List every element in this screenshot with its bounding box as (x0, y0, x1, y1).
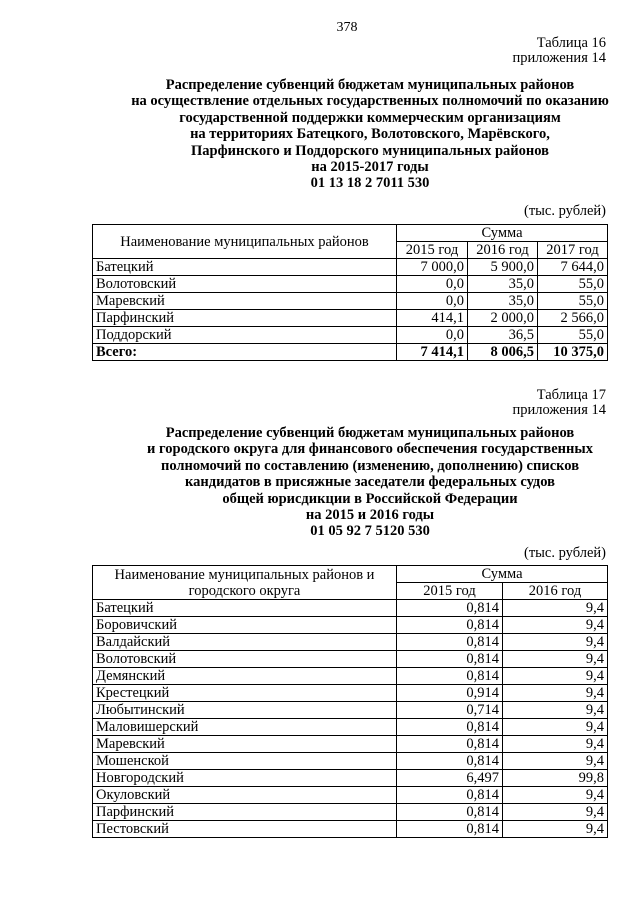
table-row (93, 736, 608, 753)
table17-label-line1: Таблица 17 (536, 387, 606, 403)
title-line: Распределение субвенций бюджетам муниципальных районов (165, 425, 575, 441)
header-year: 2017 год (538, 242, 608, 259)
title-line: на 2015 и 2016 годы (305, 507, 435, 524)
header-year: 2016 год (503, 583, 608, 600)
table17-title (80, 425, 640, 540)
row-value: 0,814 (397, 617, 503, 634)
table-row (93, 719, 608, 736)
total-value: 8 006,5 (468, 344, 538, 361)
header-year: 2016 год (468, 242, 538, 259)
row-value: 414,1 (397, 310, 468, 327)
table-row (93, 770, 608, 787)
row-value: 0,814 (397, 719, 503, 736)
title-line: полномочий по составлению (изменению, дополнению) списков (160, 457, 580, 474)
table17 (92, 565, 608, 838)
title-line: на осуществление отдельных государственных полномочий по оказанию (131, 93, 609, 110)
row-value: 9,4 (503, 600, 608, 617)
row-value: 9,4 (503, 634, 608, 651)
header-year: 2015 год (397, 583, 503, 600)
header-name-line1: Наименование муниципальных районов и (114, 566, 375, 583)
row-value: 0,814 (397, 634, 503, 651)
table17-label-line2: приложения 14 (512, 402, 606, 418)
row-name: Пестовский (93, 821, 397, 838)
row-value: 55,0 (538, 276, 608, 293)
row-name: Новгородский (93, 770, 397, 787)
title-line: государственной поддержки коммерческим организациям (179, 109, 561, 126)
title-line: Распределение субвенций бюджетам муниципальных районов (165, 77, 575, 93)
table-row (93, 702, 608, 719)
table-row (93, 685, 608, 702)
title-line: на 2015-2017 годы (311, 159, 429, 176)
row-name: Боровичский (93, 617, 397, 634)
header-name (93, 566, 397, 600)
table-row (93, 634, 608, 651)
table-row (93, 600, 608, 617)
row-name: Батецкий (93, 259, 397, 276)
row-value: 9,4 (503, 651, 608, 668)
table16-title (80, 77, 640, 192)
row-name: Окуловский (93, 787, 397, 804)
row-name: Мошенской (93, 753, 397, 770)
row-value: 0,814 (397, 787, 503, 804)
row-name: Крестецкий (93, 685, 397, 702)
total-value: 10 375,0 (538, 344, 608, 361)
row-value: 7 644,0 (538, 259, 608, 276)
row-value: 9,4 (503, 702, 608, 719)
row-value: 55,0 (538, 327, 608, 344)
table-row (93, 617, 608, 634)
row-name: Парфинский (93, 310, 397, 327)
row-name: Волотовский (93, 276, 397, 293)
table17-units: (тыс. рублей) (524, 545, 606, 561)
row-value: 0,814 (397, 651, 503, 668)
title-line: общей юрисдикции в Российской Федерации (222, 490, 518, 507)
row-value: 0,814 (397, 600, 503, 617)
row-name: Батецкий (93, 600, 397, 617)
table-row (93, 327, 608, 344)
row-value: 35,0 (468, 293, 538, 310)
table16-label (513, 36, 606, 66)
row-value: 7 000,0 (397, 259, 468, 276)
row-name: Волотовский (93, 651, 397, 668)
row-value: 0,0 (397, 293, 468, 310)
row-value: 2 000,0 (468, 310, 538, 327)
table16 (92, 224, 608, 361)
title-line: 01 05 92 7 5120 530 (310, 523, 430, 540)
table-row (93, 276, 608, 293)
total-value: 7 414,1 (397, 344, 468, 361)
row-value: 9,4 (503, 668, 608, 685)
table16-units: (тыс. рублей) (524, 203, 606, 219)
title-line: на территориях Батецкого, Волотовского, Марёвского, (190, 126, 550, 143)
row-value: 99,8 (503, 770, 608, 787)
header-year: 2015 год (397, 242, 468, 259)
row-value: 9,4 (503, 719, 608, 736)
row-value: 35,0 (468, 276, 538, 293)
page-number: 378 (336, 20, 358, 35)
row-value: 0,814 (397, 736, 503, 753)
title-line: и городского округа для финансового обеспечения государственных (147, 441, 593, 458)
row-value: 0,0 (397, 327, 468, 344)
row-value: 0,0 (397, 276, 468, 293)
total-label: Всего: (93, 344, 397, 361)
total-row (93, 344, 608, 361)
table-row (93, 668, 608, 685)
row-value: 2 566,0 (538, 310, 608, 327)
row-value: 9,4 (503, 787, 608, 804)
row-name: Поддорский (93, 327, 397, 344)
title-line: Парфинского и Поддорского муниципальных районов (191, 142, 549, 159)
table16-label-line1: Таблица 16 (536, 35, 606, 51)
title-line: 01 13 18 2 7011 530 (310, 175, 430, 192)
row-name: Маловишерский (93, 719, 397, 736)
table-row (93, 310, 608, 327)
row-value: 0,814 (397, 753, 503, 770)
row-value: 0,814 (397, 804, 503, 821)
table-row (93, 804, 608, 821)
row-name: Парфинский (93, 804, 397, 821)
row-value: 9,4 (503, 821, 608, 838)
row-name: Любытинский (93, 702, 397, 719)
table-row (93, 821, 608, 838)
table-row (93, 651, 608, 668)
row-value: 0,814 (397, 821, 503, 838)
row-value: 0,714 (397, 702, 503, 719)
row-value: 9,4 (503, 617, 608, 634)
row-value: 9,4 (503, 736, 608, 753)
row-value: 55,0 (538, 293, 608, 310)
table-row (93, 753, 608, 770)
row-name: Маревский (93, 736, 397, 753)
header-sum: Сумма (397, 566, 608, 583)
row-value: 9,4 (503, 804, 608, 821)
row-value: 0,814 (397, 668, 503, 685)
row-name: Валдайский (93, 634, 397, 651)
row-name: Маревский (93, 293, 397, 310)
table16-label-line2: приложения 14 (512, 50, 606, 66)
table-row (93, 259, 608, 276)
row-value: 0,914 (397, 685, 503, 702)
row-value: 9,4 (503, 685, 608, 702)
table17-label (513, 388, 606, 418)
row-name: Демянский (93, 668, 397, 685)
header-sum: Сумма (397, 225, 608, 242)
header-name-line2: городского округа (188, 582, 301, 599)
row-value: 5 900,0 (468, 259, 538, 276)
row-value: 6,497 (397, 770, 503, 787)
table-row (93, 293, 608, 310)
table-row (93, 787, 608, 804)
row-value: 36,5 (468, 327, 538, 344)
row-value: 9,4 (503, 753, 608, 770)
title-line: кандидатов в присяжные заседатели федеральных судов (185, 474, 555, 491)
header-name: Наименование муниципальных районов (93, 225, 397, 259)
